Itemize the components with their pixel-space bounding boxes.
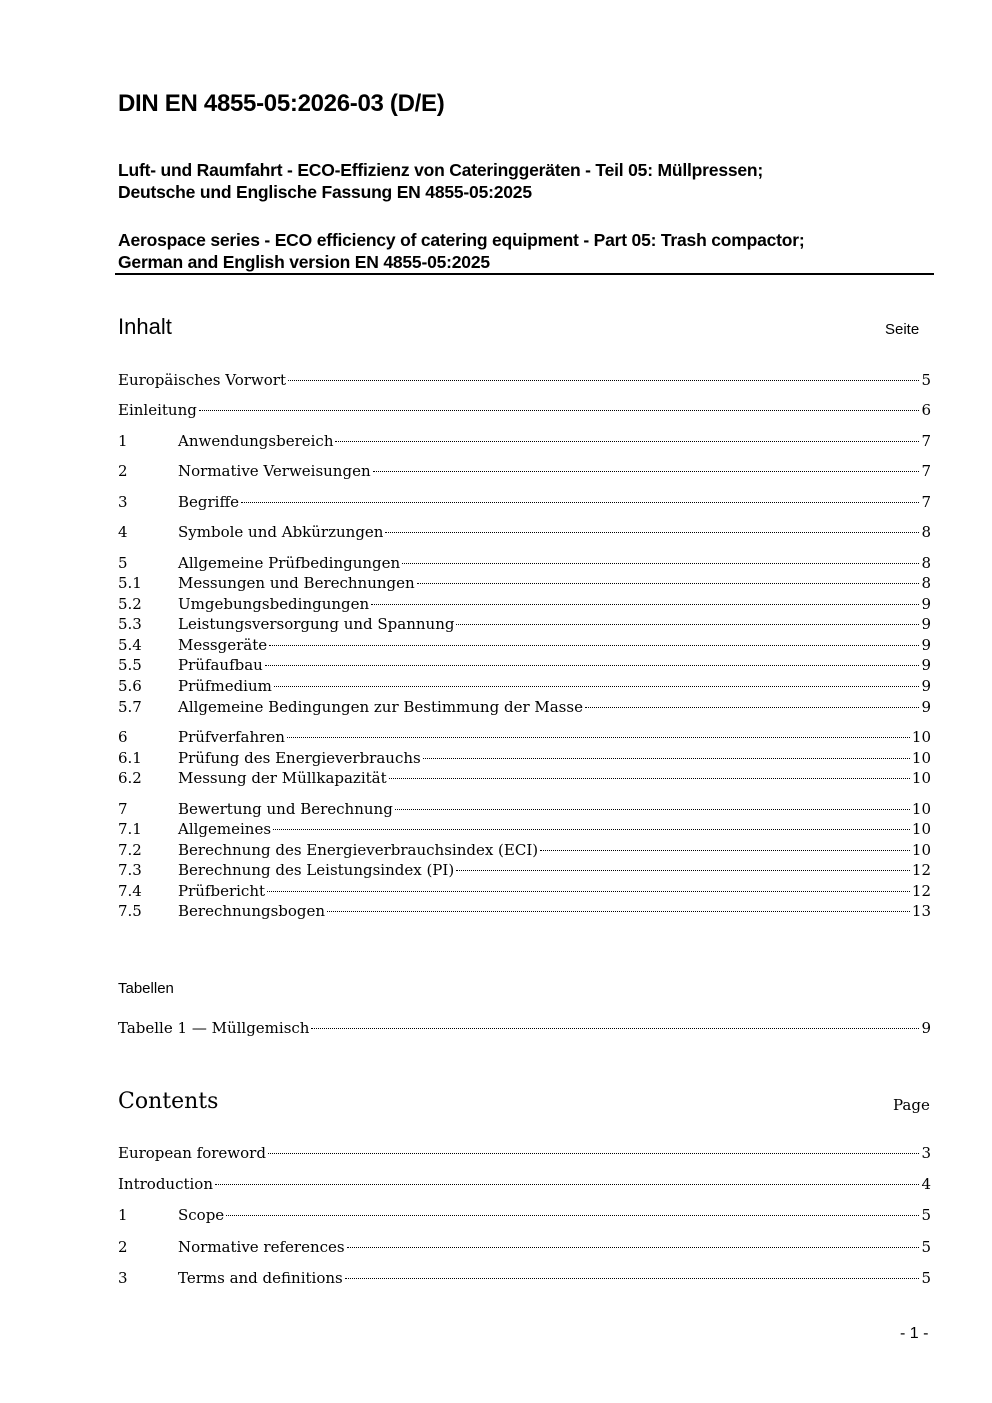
toc-leader-dots: [327, 911, 910, 912]
toc-entry-label: Messung der Müllkapazität: [178, 769, 387, 787]
toc-entry-number: 7: [118, 800, 128, 818]
toc-leader-dots: [265, 665, 920, 666]
toc-entry-number: 5.1: [118, 574, 142, 592]
toc-entry-label: Normative Verweisungen: [178, 462, 371, 480]
toc-entry-number: 4: [118, 523, 128, 541]
toc-leader-dots: [199, 410, 920, 411]
toc-entry-page: 10: [911, 769, 931, 787]
subtitle-german-line-2: Deutsche und Englische Fassung EN 4855-05:2025: [118, 182, 532, 202]
toc-leader-dots: [288, 380, 919, 381]
toc-entry-number: 2: [118, 462, 128, 480]
toc-entry-label: Normative references: [178, 1238, 345, 1256]
toc-entry-page: 12: [911, 882, 931, 900]
toc-entry-number: 5: [118, 554, 128, 572]
toc-entry-de[interactable]: [118, 461, 931, 482]
toc-leader-dots: [585, 707, 919, 708]
toc-entry-number: 7.4: [118, 882, 142, 900]
toc-heading-en: Contents: [118, 1089, 219, 1114]
toc-leader-dots: [345, 1278, 920, 1279]
toc-entry-number: 7.1: [118, 820, 142, 838]
page-number: - 1 -: [900, 1325, 929, 1342]
toc-entry-de[interactable]: [118, 840, 931, 861]
toc-entry-label: Begriffe: [178, 493, 240, 511]
toc-entry-page: 9: [921, 698, 931, 716]
toc-entry-de[interactable]: [118, 727, 931, 748]
toc-leader-dots: [268, 1153, 920, 1154]
toc-entry-page: 8: [921, 574, 931, 592]
toc-entry-number: 5.7: [118, 698, 142, 716]
toc-entry-de[interactable]: [118, 799, 931, 820]
toc-entry-de[interactable]: [118, 676, 931, 697]
toc-leader-dots: [373, 471, 920, 472]
toc-leader-dots: [335, 441, 919, 442]
toc-leader-dots: [347, 1247, 920, 1248]
toc-entry-de[interactable]: [118, 655, 931, 676]
toc-entry-label: Messgeräte: [178, 636, 268, 654]
subtitle-english-line-2: German and English version EN 4855-05:2025: [118, 252, 490, 272]
subtitle-german: [118, 159, 763, 203]
toc-entry-label: Berechnung des Leistungsindex (PI): [178, 861, 455, 879]
toc-leader-dots: [274, 686, 920, 687]
toc-entry-page: 9: [921, 615, 931, 633]
toc-entry-page: 10: [911, 800, 931, 818]
toc-entry-en[interactable]: [118, 1237, 931, 1258]
toc-entry-de[interactable]: [118, 697, 931, 718]
table-entry-de[interactable]: [118, 1018, 931, 1039]
toc-entry-page: 10: [911, 820, 931, 838]
toc-entry-label: Prüfmedium: [178, 677, 272, 695]
toc-entry-label: Anwendungsbereich: [178, 432, 334, 450]
toc-entry-de[interactable]: [118, 635, 931, 656]
toc-leader-dots: [385, 532, 919, 533]
table-entry-label: Tabelle 1 — Müllgemisch: [118, 1019, 310, 1037]
toc-entry-de[interactable]: [118, 400, 931, 421]
toc-entry-de[interactable]: [118, 901, 931, 922]
toc-entry-number: 6.1: [118, 749, 142, 767]
toc-leader-dots: [241, 502, 919, 503]
toc-entry-en[interactable]: [118, 1143, 931, 1164]
toc-entry-number: 1: [118, 1206, 128, 1224]
toc-leader-dots: [267, 891, 910, 892]
toc-entry-page: 9: [921, 595, 931, 613]
toc-entry-page: 7: [921, 493, 931, 511]
toc-entry-label: Leistungsversorgung und Spannung: [178, 615, 455, 633]
toc-leader-dots: [311, 1028, 919, 1029]
toc-entry-page: 8: [921, 523, 931, 541]
toc-leader-dots: [417, 583, 920, 584]
toc-entry-number: 7.2: [118, 841, 142, 859]
toc-page-label-en: Page: [893, 1096, 930, 1114]
toc-entry-de[interactable]: [118, 431, 931, 452]
toc-entry-number: 3: [118, 493, 128, 511]
toc-entry-label: Symbole und Abkürzungen: [178, 523, 384, 541]
toc-entry-label: Umgebungsbedingungen: [178, 595, 370, 613]
toc-leader-dots: [226, 1215, 919, 1216]
toc-entry-page: 6: [921, 401, 931, 419]
toc-leader-dots: [456, 624, 919, 625]
toc-entry-de[interactable]: [118, 768, 931, 789]
toc-entry-label: Prüfaufbau: [178, 656, 263, 674]
toc-heading-de: Inhalt: [118, 314, 172, 339]
toc-entry-label: Allgemeines: [178, 820, 272, 838]
toc-entry-page: 10: [911, 749, 931, 767]
toc-leader-dots: [402, 563, 919, 564]
toc-entry-page: 9: [921, 656, 931, 674]
toc-entry-page: 5: [921, 1238, 931, 1256]
toc-leader-dots: [423, 758, 910, 759]
toc-entry-de[interactable]: [118, 881, 931, 902]
toc-leader-dots: [389, 778, 910, 779]
toc-entry-label: Scope: [178, 1206, 225, 1224]
toc-entry-page: 12: [911, 861, 931, 879]
toc-entry-de[interactable]: [118, 492, 931, 513]
toc-entry-page: 3: [921, 1144, 931, 1162]
toc-entry-label: European foreword: [118, 1144, 266, 1162]
toc-entry-page: 13: [911, 902, 931, 920]
subtitle-english: [118, 229, 805, 273]
toc-entry-number: 1: [118, 432, 128, 450]
toc-entry-number: 5.2: [118, 595, 142, 613]
toc-entry-label: Berechnungsbogen: [178, 902, 326, 920]
table-entry-page: 9: [921, 1019, 931, 1037]
toc-entry-de[interactable]: [118, 614, 931, 635]
toc-entry-number: 7.5: [118, 902, 142, 920]
toc-entry-label: Messungen und Berechnungen: [178, 574, 415, 592]
toc-entry-label: Allgemeine Bedingungen zur Bestimmung der Masse: [178, 698, 583, 716]
toc-entry-label: Prüfung des Energieverbrauchs: [178, 749, 421, 767]
toc-entry-page: 10: [911, 728, 931, 746]
toc-entry-page: 5: [921, 1206, 931, 1224]
toc-entry-number: 5.3: [118, 615, 142, 633]
toc-entry-page: 7: [921, 462, 931, 480]
toc-entry-number: 6: [118, 728, 128, 746]
toc-entry-en[interactable]: [118, 1205, 931, 1226]
toc-entry-page: 5: [921, 371, 931, 389]
toc-leader-dots: [540, 850, 910, 851]
toc-entry-label: Prüfverfahren: [178, 728, 285, 746]
toc-entry-number: 5.4: [118, 636, 142, 654]
toc-entry-label: Terms and definitions: [178, 1269, 343, 1287]
title-divider: [115, 273, 934, 275]
toc-entry-label: Einleitung: [118, 401, 197, 419]
toc-leader-dots: [395, 809, 910, 810]
toc-entry-label: Allgemeine Prüfbedingungen: [178, 554, 401, 572]
toc-entry-de[interactable]: [118, 860, 931, 881]
toc-entry-page: 7: [921, 432, 931, 450]
toc-entry-number: 5.6: [118, 677, 142, 695]
toc-entry-page: 10: [911, 841, 931, 859]
toc-entry-de[interactable]: [118, 748, 931, 769]
toc-entry-page: 8: [921, 554, 931, 572]
toc-entry-number: 5.5: [118, 656, 142, 674]
toc-leader-dots: [215, 1184, 919, 1185]
toc-entry-label: Bewertung und Berechnung: [178, 800, 393, 818]
document-title: DIN EN 4855-05:2026-03 (D/E): [118, 90, 445, 117]
toc-entry-de[interactable]: [118, 573, 931, 594]
toc-entry-en[interactable]: [118, 1268, 931, 1289]
toc-entry-number: 3: [118, 1269, 128, 1287]
toc-leader-dots: [456, 870, 910, 871]
toc-entry-number: 6.2: [118, 769, 142, 787]
toc-entry-page: 9: [921, 636, 931, 654]
toc-entry-label: Introduction: [118, 1175, 213, 1193]
toc-entry-number: 2: [118, 1238, 128, 1256]
toc-entry-de[interactable]: [118, 819, 931, 840]
toc-entry-en[interactable]: [118, 1174, 931, 1195]
toc-entry-label: Prüfbericht: [178, 882, 266, 900]
tables-heading-de: Tabellen: [118, 980, 174, 997]
toc-entry-page: 4: [921, 1175, 931, 1193]
subtitle-german-line-1: Luft- und Raumfahrt - ECO-Effizienz von Cateringgeräten - Teil 05: Müllpressen;: [118, 160, 764, 180]
subtitle-english-line-1: Aerospace series - ECO efficiency of catering equipment - Part 05: Trash compactor;: [118, 230, 805, 250]
toc-leader-dots: [371, 604, 919, 605]
toc-entry-label: Berechnung des Energieverbrauchsindex (ECI): [178, 841, 539, 859]
toc-page-label-de: Seite: [885, 321, 920, 338]
toc-entry-de[interactable]: [118, 553, 931, 574]
toc-entry-de[interactable]: [118, 370, 931, 391]
toc-entry-number: 7.3: [118, 861, 142, 879]
toc-entry-page: 5: [921, 1269, 931, 1287]
toc-entry-de[interactable]: [118, 522, 931, 543]
toc-entry-label: Europäisches Vorwort: [118, 371, 286, 389]
toc-entry-page: 9: [921, 677, 931, 695]
toc-entry-de[interactable]: [118, 594, 931, 615]
toc-leader-dots: [269, 645, 919, 646]
toc-leader-dots: [287, 737, 910, 738]
toc-leader-dots: [273, 829, 910, 830]
